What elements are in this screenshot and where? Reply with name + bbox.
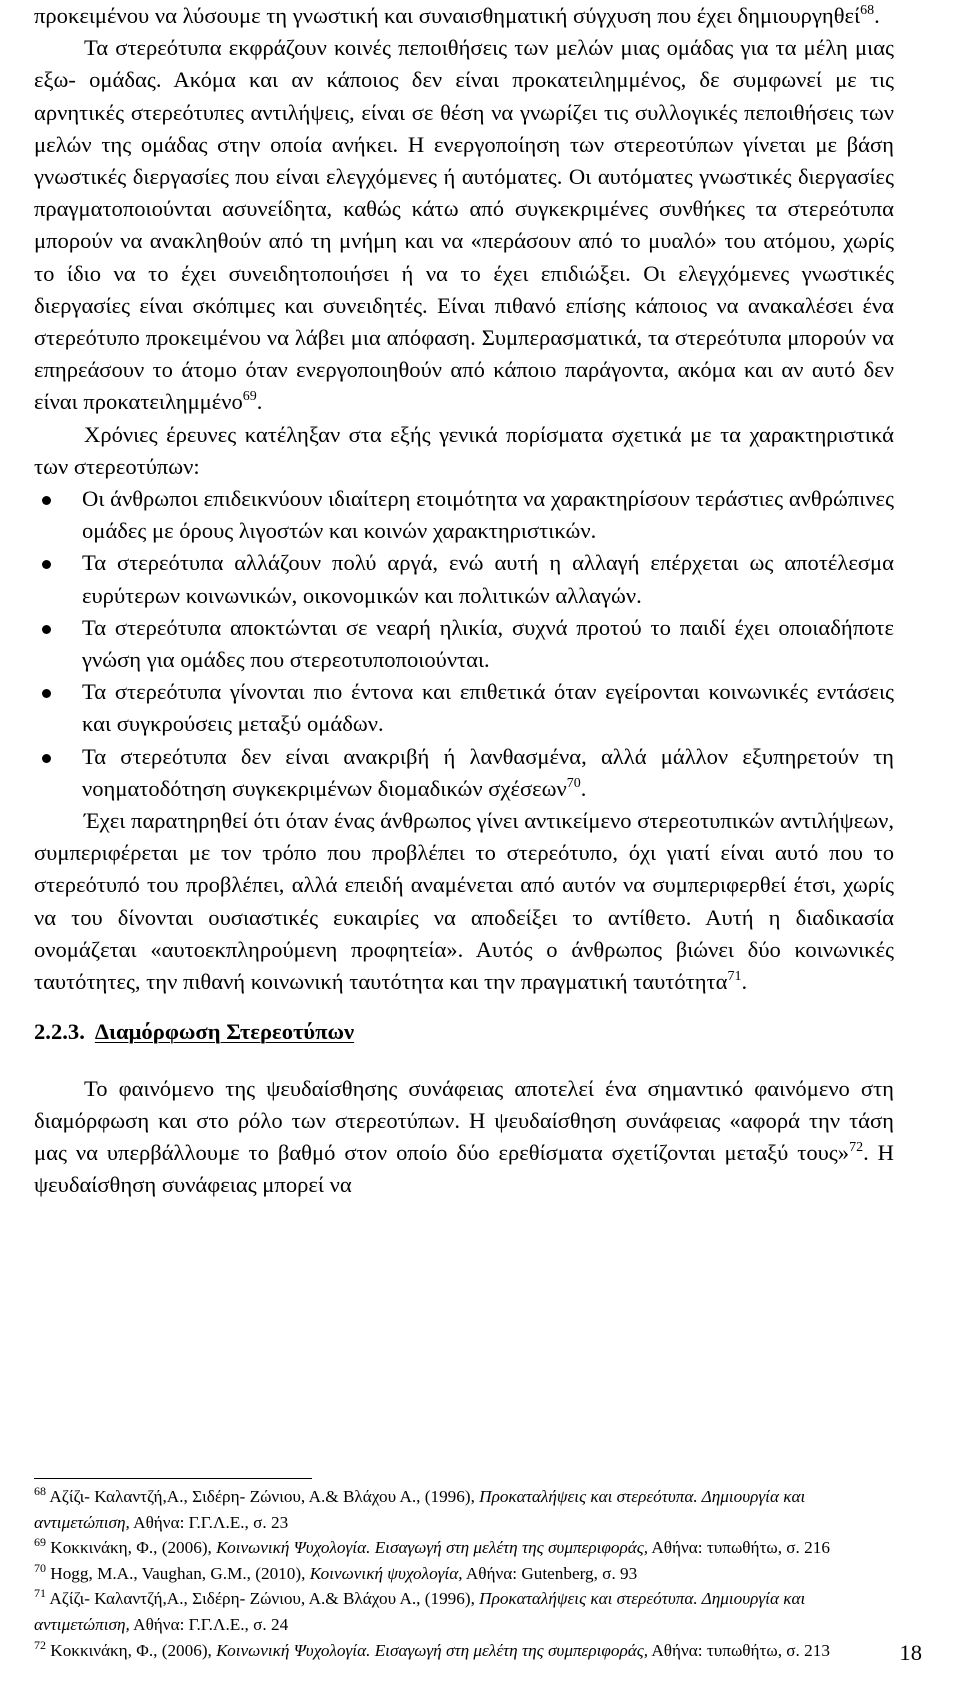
paragraph-text: Χρόνιες έρευνες κατέληξαν στα εξής γενικά πορίσματα σχετικά με τα χαρακτηριστικά των στερεοτύπων: <box>34 421 894 479</box>
footnote <box>34 1638 894 1664</box>
footnote-text: Αθήνα: τυπωθήτω, σ. 213 <box>648 1640 830 1660</box>
paragraph <box>34 1073 894 1202</box>
footnote-text: Αζίζι- Καλαντζή,Α., Σιδέρη- Ζώνιου, Α.& Βλάχου Α., (1996), <box>49 1487 480 1506</box>
list-item-text: Τα στερεότυπα δεν είναι ανακριβή ή λανθασμένα, αλλά μάλλον εξυπηρετούν τη νοηματοδότηση συγκεκριμένων διομαδικών σχέσεων <box>82 743 894 801</box>
paragraph-text: Έχει παρατηρηθεί ότι όταν ένας άνθρωπος γίνει αντικείμενο στερεοτυπικών αντιλήψεων, συμπεριφέρεται με τον τρόπο που προβλέπει το στερεότυπο, όχι γιατί είναι αυτό που το στερεότυπό του προβλέπει, αλλά επειδή αναμένεται από αυτόν να συμπεριφερθεί έτσι, χωρίς να του δίνονται ουσιαστικές ευκαιρίες να αποδείξει το αντίθετο. Αυτή η διαδικασία ονομάζεται «αυτοεκπληρούμενη προφητεία». Αυτός ο άνθρωπος βιώνει δύο κοινωνικές ταυτότητες, την πιθανή κοινωνική ταυτότητα και την πραγματική ταυτότητα <box>34 808 894 995</box>
page-number: 18 <box>899 1640 922 1665</box>
bullet-icon <box>42 496 51 505</box>
footnote-ref[interactable]: 72 <box>849 1139 864 1155</box>
paragraph-text-end: . <box>874 3 880 28</box>
paragraph-text: προκειμένου να λύσουμε τη γνωστική και συναισθηματική σύγχυση που έχει δημιουργηθεί <box>34 3 861 28</box>
footnote-number: 69 <box>34 1535 46 1550</box>
paragraph <box>34 419 894 483</box>
footnote-number: 70 <box>34 1560 46 1575</box>
footnote-ref[interactable]: 69 <box>242 389 257 405</box>
list-item <box>34 612 894 676</box>
footnote-text: Κοκκινάκη, Φ., (2006), <box>50 1640 217 1660</box>
footnote-text: Αθήνα: Γ.Γ.Λ.Ε., σ. 23 <box>129 1512 289 1532</box>
paragraph <box>34 805 894 998</box>
footnote-divider <box>34 1478 312 1479</box>
footnote-text: Αθήνα: τυπωθήτω, σ. 216 <box>648 1538 830 1558</box>
paragraph-text-end: . <box>256 389 263 415</box>
footnote-number: 68 <box>34 1484 46 1498</box>
paragraph-text-end: . <box>741 969 748 995</box>
list-item-text: Τα στερεότυπα αλλάζουν πολύ αργά, ενώ αυτή η αλλαγή επέρχεται ως αποτέλεσμα ευρύτερων κοινωνικών, οικονομικών και πολιτικών αλλαγών. <box>82 550 894 608</box>
list-item <box>34 676 894 740</box>
footnote-title: Κοινωνική Ψυχολογία. Εισαγωγή στη μελέτη της συμπεριφοράς, <box>216 1538 649 1558</box>
bullet-list <box>34 483 894 805</box>
list-item <box>34 547 894 611</box>
section-number: 2.2.3. <box>34 1019 85 1045</box>
footnote <box>34 1586 894 1637</box>
bullet-icon <box>42 754 51 763</box>
paragraph-text-end: . Η ψευδαίσθηση συνάφειας μπορεί να <box>34 1139 894 1198</box>
paragraph <box>34 0 894 32</box>
footnote <box>34 1561 894 1587</box>
footnote-ref[interactable]: 70 <box>566 775 581 791</box>
footnote-ref[interactable]: 68 <box>860 3 875 18</box>
bullet-icon <box>42 625 51 634</box>
footnote-ref[interactable]: 71 <box>727 969 742 985</box>
footnote-title: Προκαταλήψεις και στερεότυπα. Δημιουργία και αντιμετώπιση, <box>34 1487 806 1532</box>
section-title: Διαμόρφωση Στερεοτύπων <box>94 1019 355 1045</box>
list-item-text-end: . <box>580 775 587 801</box>
footnote-title: Κοινωνική ψυχολογία, <box>309 1563 463 1583</box>
footnote-title: Κοινωνική Ψυχολογία. Εισαγωγή στη μελέτη της συμπεριφοράς, <box>216 1640 649 1660</box>
footnote-title: Προκαταλήψεις και στερεότυπα. Δημιουργία και αντιμετώπιση, <box>34 1589 806 1634</box>
footnote-number: 71 <box>34 1586 46 1601</box>
footnote-text: Αθήνα: Gutenberg, σ. 93 <box>462 1563 638 1583</box>
footnote <box>34 1535 894 1561</box>
footnote-text: Hogg, M.A., Vaughan, G.M., (2010), <box>50 1563 310 1583</box>
footnote-text: Αθήνα: Γ.Γ.Λ.Ε., σ. 24 <box>129 1614 289 1634</box>
paragraph-text: Το φαινόμενο της ψευδαίσθησης συνάφειας αποτελεί ένα σημαντικό φαινόμενο στη διαμόρφωση και στο ρόλο των στερεοτύπων. Η ψευδαίσθηση συνάφειας «αφορά την τάση μας να υπερβάλλουμε το βαθμό στον οποίο δύο ερεθίσματα σχετίζονται μεταξύ τους» <box>34 1075 894 1165</box>
paragraph-text: Τα στερεότυπα εκφράζουν κοινές πεποιθήσεις των μελών μιας ομάδας για τα μέλη μιας εξω- ομάδας. Ακόμα και αν κάποιος δεν είναι προκατειλημμένος, δε συμφωνεί με τις αρνητικές στερεότυπες αντιλήψεις, είναι σε θέση να γνωρίζει τις συλλογικές πεποιθήσεις των μελών της ομάδας στην οποία ανήκει. Η ενεργοποίηση των στερεοτύπων γίνεται με βάση γνωστικές διεργασίες που είναι ελεγχόμενες ή αυτόματες. Οι αυτόματες γνωστικές διεργασίες πραγματοποιούνται ασυνείδητα, καθώς κάτω από συγκεκριμένες συνθήκες τα στερεότυπα μπορούν να ανακληθούν από τη μνήμη και να «περάσουν από το μυαλό» του ατόμου, χωρίς το ίδιο να το έχει συνειδητοποιήσει ή να το έχει επιδιώξει. Οι ελεγχόμενες γνωστικές διεργασίες είναι σκόπιμες και συνειδητές. Είναι πιθανό επίσης κάποιος να ανακαλέσει ένα στερεότυπο προκειμένου να λάβει μια απόφαση. Συμπερασματικά, τα στερεότυπα μπορούν να επηρεάσουν το άτομο όταν ενεργοποιηθούν από κάποιο παράγοντα, ακόμα και αν αυτό δεν είναι προκατειλημμένο <box>34 35 894 415</box>
section-heading <box>34 1016 894 1048</box>
list-item-text: Τα στερεότυπα αποκτώνται σε νεαρή ηλικία, συχνά προτού το παιδί έχει οποιαδήποτε γνώση για ομάδες που στερεοτυποποιούνται. <box>82 614 894 673</box>
list-item <box>34 483 894 547</box>
list-item-text: Οι άνθρωποι επιδεικνύουν ιδιαίτερη ετοιμότητα να χαρακτηρίσουν τεράστιες ανθρώπινες ομάδες με όρους λιγοστών και κοινών χαρακτηριστικών. <box>82 486 894 544</box>
list-item <box>34 741 894 805</box>
footnote-text: Αζίζι- Καλαντζή,Α., Σιδέρη- Ζώνιου, Α.& Βλάχου Α., (1996), <box>49 1589 480 1609</box>
bullet-icon <box>42 689 51 698</box>
body-text <box>34 0 894 1201</box>
footnote-text: Κοκκινάκη, Φ., (2006), <box>50 1538 217 1558</box>
paragraph <box>34 32 894 418</box>
list-item-text: Τα στερεότυπα γίνονται πιο έντονα και επιθετικά όταν εγείρονται κοινωνικές εντάσεις και συγκρούσεις μεταξύ ομάδων. <box>82 679 894 737</box>
footnotes <box>34 1484 894 1663</box>
bullet-icon <box>42 560 51 569</box>
footnote-number: 72 <box>34 1637 46 1652</box>
footnote <box>34 1484 894 1535</box>
